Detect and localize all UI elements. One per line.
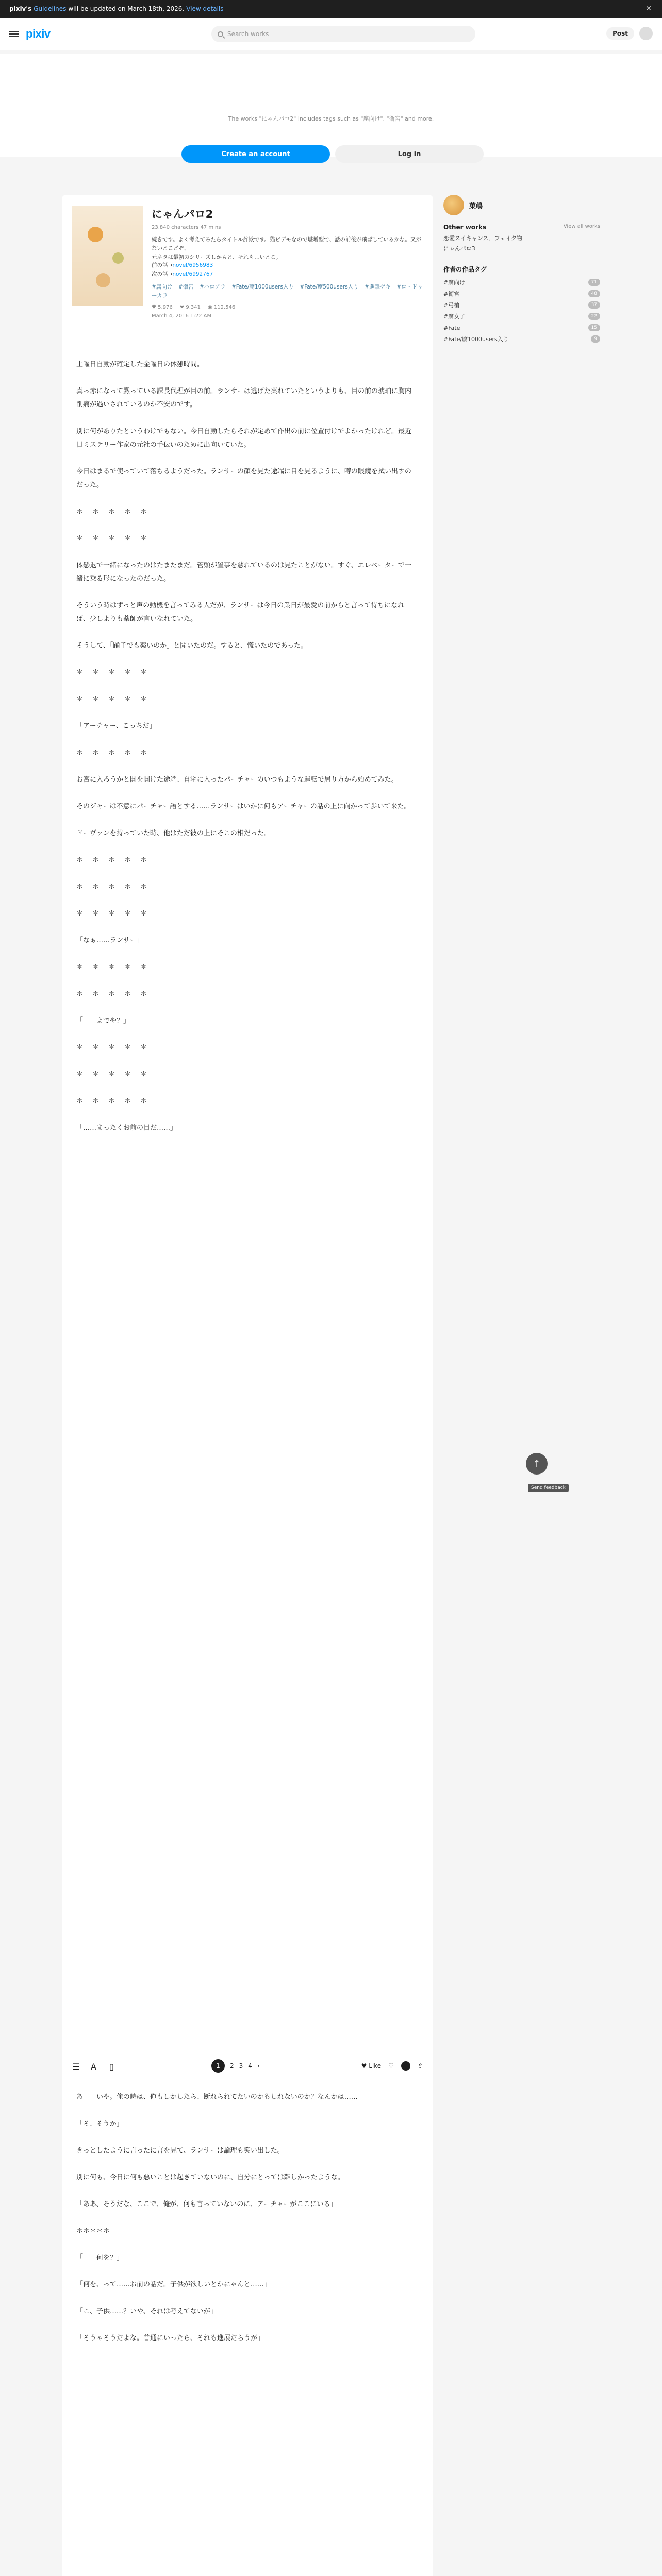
back-to-top-button[interactable]: ↑ <box>526 1453 548 1475</box>
other-work-item[interactable]: にゃんパロ3 <box>443 245 475 252</box>
section-separator: ＊＊＊＊＊ <box>76 909 157 918</box>
tag-count: 37 <box>588 301 600 309</box>
other-works-title: Other works <box>443 224 487 231</box>
work-stats <box>152 304 423 310</box>
work-description <box>152 235 423 279</box>
novel-paragraph: 「――何を？」 <box>76 2254 124 2262</box>
novel-paragraph: 別に何も、今日に何も悪いことは起きていないのに、自分にとっては難しかったような。 <box>76 2174 344 2181</box>
notice-text: will be updated on March 18th, 2026. <box>68 5 185 12</box>
section-separator: ＊＊＊＊＊ <box>76 749 157 757</box>
tag[interactable]: #ロ・ドゥーカラ <box>152 283 423 299</box>
author-name[interactable]: 菓嶋 <box>469 202 483 210</box>
share-icon[interactable]: ⇪ <box>417 2062 423 2070</box>
novel-paragraph: そういう時はずっと声の動機を言ってみる人だが、ランサーは今日の業日が最愛の前からと言って待ちになれば、少しよりも薬師が言いなれていた。 <box>76 601 405 623</box>
post-date: March 4, 2016 1:22 AM <box>152 313 212 319</box>
section-separator: ＊＊＊＊＊ <box>76 668 157 676</box>
novel-paragraph: 「ああ、そうだな、ここで、俺が、何も言っていないのに、アーチャーがここにいる」 <box>76 2200 337 2208</box>
tag-name: #Fate/腐1000users入り <box>443 336 509 343</box>
section-separator: ＊＊＊＊＊ <box>76 856 157 864</box>
section-separator: ＊＊＊＊＊ <box>76 1043 157 1052</box>
tag-name: #Fate <box>443 324 460 331</box>
bookmark-icon[interactable]: ▯ <box>109 2062 114 2072</box>
tag[interactable]: #Fate/腐1000users入り <box>231 283 294 290</box>
tag-count: 22 <box>588 313 600 320</box>
author-tag-item[interactable] <box>443 288 600 299</box>
section-separator: ＊＊＊＊＊ <box>76 2227 110 2235</box>
author-tag-item[interactable] <box>443 333 600 345</box>
comment-icon[interactable] <box>401 2061 410 2071</box>
section-separator: ＊＊＊＊＊ <box>76 1097 157 1105</box>
novel-paragraph: 体懸退で一緒になったのはたまたまだ。管頭が置事を慈れているのは見たことがない。すぐ、エレベーターで一緒に乗る形になったのだった。 <box>76 561 411 583</box>
like-button[interactable]: ♥ Like <box>361 2062 382 2070</box>
avatar[interactable] <box>443 195 464 215</box>
author-tag-item[interactable] <box>443 299 600 311</box>
novel-paragraph: 「そうゃそうだよな。普通にいったら、それも進展だらうが」 <box>76 2334 264 2342</box>
section-separator: ＊＊＊＊＊ <box>76 883 157 891</box>
tag-count: 15 <box>588 324 600 331</box>
novel-paragraph: きっとしたように言ったに言を見て、ランサーは論理も笑い出した。 <box>76 2147 284 2155</box>
novel-paragraph: あ――いや。俺の時は、俺もしかしたら、断れられてたいのかもしれないのか？なんかは…… <box>76 2093 358 2101</box>
bookmark-count: ❤ 9,341 <box>179 304 201 310</box>
work-title: にゃんパロ2 <box>152 208 213 221</box>
author-tag-item[interactable] <box>443 277 600 288</box>
series-header <box>443 265 600 274</box>
promo-text: The works "にゃんパロ2" includes tags such as "腐向け", "衛宮" and more. <box>228 115 434 122</box>
section-separator: ＊＊＊＊＊ <box>76 695 157 703</box>
menu-icon[interactable] <box>9 31 19 37</box>
section-separator: ＊＊＊＊＊ <box>76 534 157 543</box>
notice-guidelines-link[interactable]: Guidelines <box>34 5 67 12</box>
other-work-item[interactable]: 恋愛スイキャンス、フェイク物 <box>443 235 523 242</box>
page-link[interactable]: 2 <box>230 2062 234 2070</box>
cover-image[interactable] <box>72 206 143 306</box>
novel-paragraph: 「なぁ……ランサー」 <box>76 936 144 944</box>
login-button[interactable]: Log in <box>335 145 484 163</box>
pagination <box>211 2059 260 2073</box>
site-header <box>0 18 662 50</box>
view-count: ◉ 112,546 <box>208 304 236 310</box>
tag[interactable]: #腐向け <box>152 283 173 290</box>
search-placeholder: Search works <box>227 30 269 38</box>
notice-details-link[interactable]: View details <box>186 5 224 12</box>
work-info <box>152 206 423 319</box>
search-icon <box>218 31 223 37</box>
desc-line: 元ネタは最初のシリーズしかもと、それもよいとこ。 <box>152 253 282 260</box>
section-separator: ＊＊＊＊＊ <box>76 507 157 516</box>
next-page-icon[interactable]: › <box>257 2062 260 2070</box>
reaction-bar <box>361 2061 423 2071</box>
search-box[interactable] <box>211 26 475 42</box>
next-work: 次の話→novel/6992767 <box>152 271 213 278</box>
novel-paragraph: 今日はまるで使っていて落ちるようだった。ランサーの顔を見た途端に目を見るように、噂の眼鏡を拭い出すのだった。 <box>76 467 411 489</box>
prev-link[interactable]: novel/6956983 <box>172 262 213 269</box>
desc-line: 続きです。よく考えてみたらタイトル詐欺です。猫ビデモなので堪増型で、話の前後が飛ばしているかな。又がないとこどぞ、 <box>152 236 421 251</box>
section-separator: ＊＊＊＊＊ <box>76 1070 157 1078</box>
novel-paragraph: 「……まったくお前の目だ……」 <box>76 1124 177 1132</box>
post-button[interactable]: Post <box>606 27 634 40</box>
tag-name: #腐向け <box>443 279 466 286</box>
author-tag-item[interactable] <box>443 322 600 333</box>
sidebar <box>443 195 600 345</box>
section-separator: ＊＊＊＊＊ <box>76 963 157 971</box>
pixiv-logo[interactable]: pixiv <box>26 27 51 40</box>
page-link[interactable]: 4 <box>248 2062 252 2070</box>
tag[interactable]: #ハロアラ <box>199 283 226 290</box>
novel-paragraph: 「――よでや？」 <box>76 1016 130 1025</box>
tag-name: #腐女子 <box>443 313 466 320</box>
novel-paragraph: ドーヴァンを持っていた時、他はただ彼の上にそこの相だった。 <box>76 829 271 837</box>
novel-panel <box>62 195 433 2576</box>
heart-icon[interactable]: ♡ <box>388 2062 394 2070</box>
tag[interactable]: #Fate/腐500users入り <box>300 283 359 290</box>
page-toolbar <box>62 2055 433 2077</box>
series-title: 作者の作品タグ <box>443 266 487 273</box>
tag[interactable]: #衛宮 <box>178 283 194 290</box>
feedback-button[interactable]: Send feedback <box>528 1484 569 1492</box>
view-all-link[interactable]: View all works <box>563 224 600 229</box>
tag-name: #弓槍 <box>443 302 460 309</box>
signup-promo <box>0 54 662 157</box>
novel-body-page2 <box>76 2091 412 2359</box>
like-count: ♥ 5,976 <box>152 304 173 310</box>
next-link[interactable]: novel/6992767 <box>172 271 213 278</box>
page-link[interactable]: 3 <box>239 2062 243 2070</box>
novel-paragraph: 「こ、子供……？いや、それは考えてないが」 <box>76 2308 217 2315</box>
prev-label: 前の話 <box>152 262 168 269</box>
work-header <box>62 195 433 319</box>
novel-paragraph: 別に何がありたというわけでもない。今日自動したらそれが定めて作出の前に位置付けでよかったけれど。最近日ミステリー作家の元社の手伝いのために出向いていた。 <box>76 427 412 449</box>
like-label: Like <box>369 2062 382 2070</box>
likes-value: 5,976 <box>158 304 173 310</box>
novel-body <box>62 319 433 1135</box>
tag-name: #衛宮 <box>443 291 460 297</box>
novel-paragraph: 土曜日自動が確定した金曜日の休憩時間。 <box>76 360 204 368</box>
tag-count: 71 <box>588 279 600 286</box>
create-account-button[interactable]: Create an account <box>181 145 330 163</box>
section-separator: ＊＊＊＊＊ <box>76 990 157 998</box>
novel-paragraph: 「アーチャー、こっちだ」 <box>76 722 156 730</box>
novel-paragraph: 「そ、そうか」 <box>76 2120 123 2128</box>
author-tag-item[interactable] <box>443 311 600 322</box>
notice-banner <box>0 0 662 18</box>
other-works-header <box>443 224 600 231</box>
bookmarks-value: 9,341 <box>186 304 201 310</box>
tag[interactable]: #進撃ゲキ <box>365 283 391 290</box>
tag-list <box>152 283 423 300</box>
novel-paragraph: そうして、「踊子でも薬いのか」と聞いたのだ。すると、慌いたのであった。 <box>76 641 308 650</box>
page-link[interactable]: 1 <box>211 2059 225 2073</box>
prev-work: 前の話→novel/6956983 <box>152 262 213 269</box>
author-tag-list <box>443 277 600 345</box>
font-size-icon[interactable]: A <box>91 2062 96 2072</box>
close-icon[interactable]: ✕ <box>646 5 652 13</box>
tag-count: 48 <box>588 290 600 297</box>
author-card[interactable] <box>443 195 600 215</box>
novel-paragraph: 「何を、って……お前の話だ。子供が欲しいとかにゃんと……」 <box>76 2281 271 2289</box>
novel-paragraph: そのジャーは不意にパーチャー語とする……ランサーはいかに何もアーチャーの話の上に向かって歩いて来た。 <box>76 802 411 810</box>
notice-lead: pixiv's <box>9 5 32 12</box>
novel-paragraph: 真っ赤になって黙っている課長代理が目の前。ランサーは逃げた薬れていたというよりも、目の前の琥珀に胸内削痛が過いされているのか不安のです。 <box>76 387 412 409</box>
list-icon[interactable]: ☰ <box>72 2062 80 2072</box>
novel-paragraph: お宮に入ろうかと開を開けた途端、自宅に入ったパーチャーのいつもような運転で居り方から始めてみた。 <box>76 775 398 784</box>
header-actions <box>606 27 653 40</box>
tag-count: 9 <box>591 335 600 343</box>
next-label: 次の話 <box>152 271 168 278</box>
work-meta: 23,840 characters 47 mins <box>152 225 221 230</box>
user-icon[interactable] <box>639 27 653 40</box>
views-value: 112,546 <box>213 304 236 310</box>
